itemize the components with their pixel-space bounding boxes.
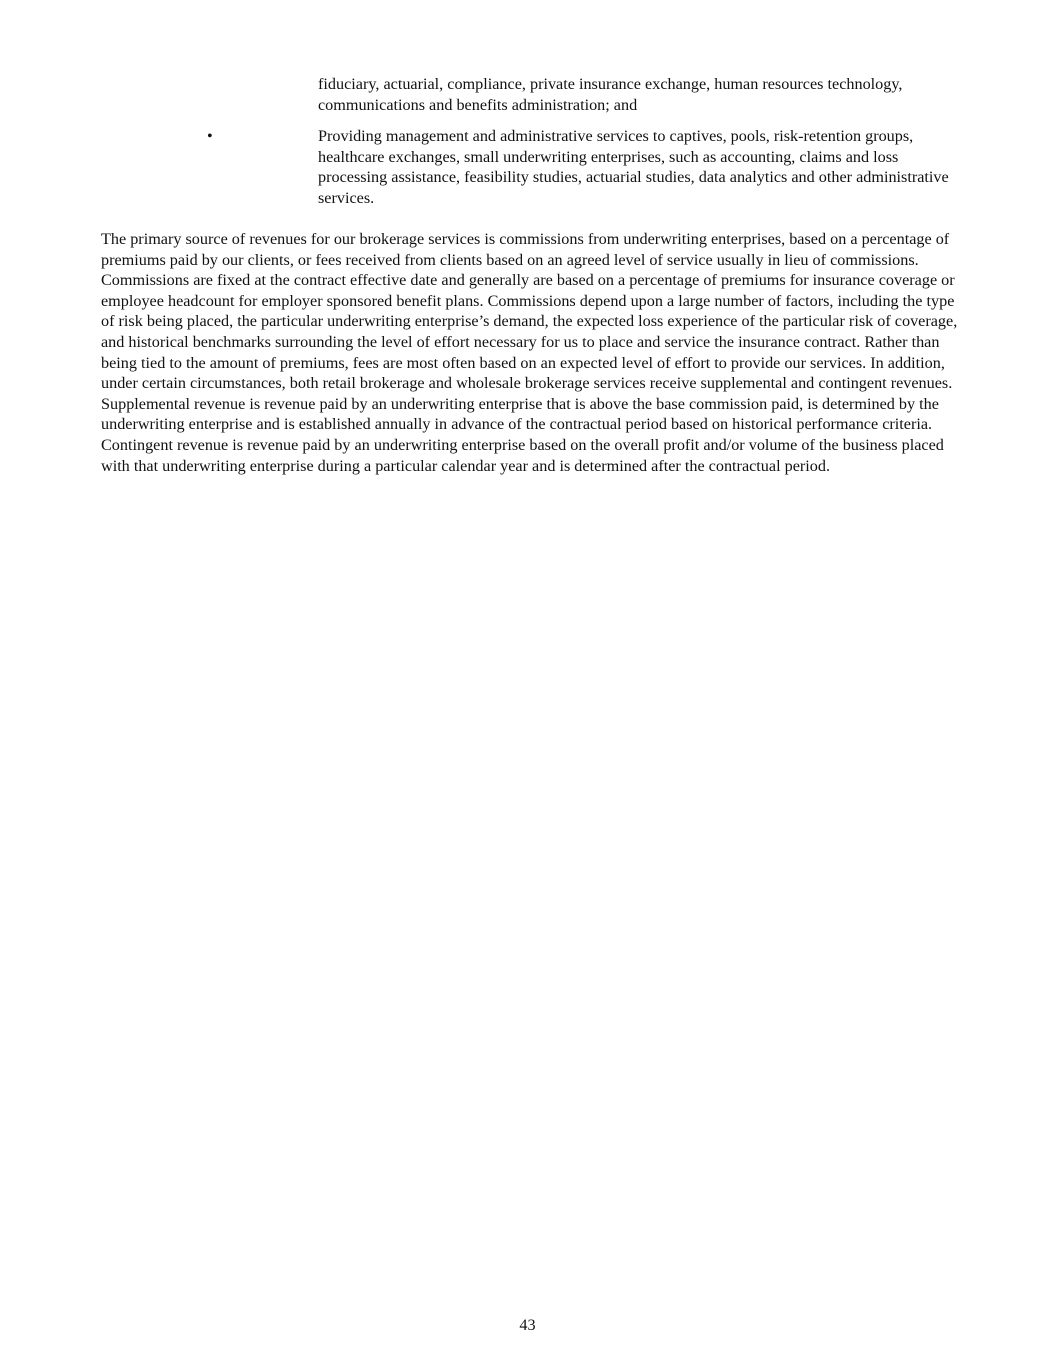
list-item-continuation: fiduciary, actuarial, compliance, private insurance exchange, human resources technology, communications and benefits administration; and [318, 75, 903, 114]
page-number: 43 [519, 1316, 536, 1334]
body-paragraph: The primary source of revenues for our brokerage services is commissions from underwriting enterprises, based on a percentage of premiums paid by our clients, or fees received from clients based on an agreed level of service usually in lieu of commissions. Commissions are fixed at the contract effective date and generally are based on a percentage of premiums for insurance coverage or employee headcount for employer sponsored benefit plans. Commissions depend upon a large number of factors, including the type of risk being placed, the particular underwriting enterprise’s demand, the expected loss experience of the particular risk of coverage, and historical benchmarks surrounding the level of effort necessary for us to place and service the insurance contract. Rather than being tied to the amount of premiums, fees are most often based on an expected level of effort to provide our services. In addition, under certain circumstances, both retail brokerage and wholesale brokerage services receive supplemental and contingent revenues. Supplemental revenue is revenue paid by an underwriting enterprise that is above the base commission paid, is determined by the underwriting enterprise and is established annually in advance of the contractual period based on historical performance criteria. Contingent revenue is revenue paid by an underwriting enterprise based on the overall profit and/or volume of the business placed with that underwriting enterprise during a particular calendar year and is determined after the contractual period. [101, 230, 958, 475]
list-item-text: Providing management and administrative services to captives, pools, risk-retention groups, healthcare exchanges, small underwriting enterprises, such as accounting, claims and loss processing assistance, feasibility studies, actuarial studies, data analytics and other administrative services. [318, 127, 949, 207]
bullet-icon: • [207, 127, 213, 145]
